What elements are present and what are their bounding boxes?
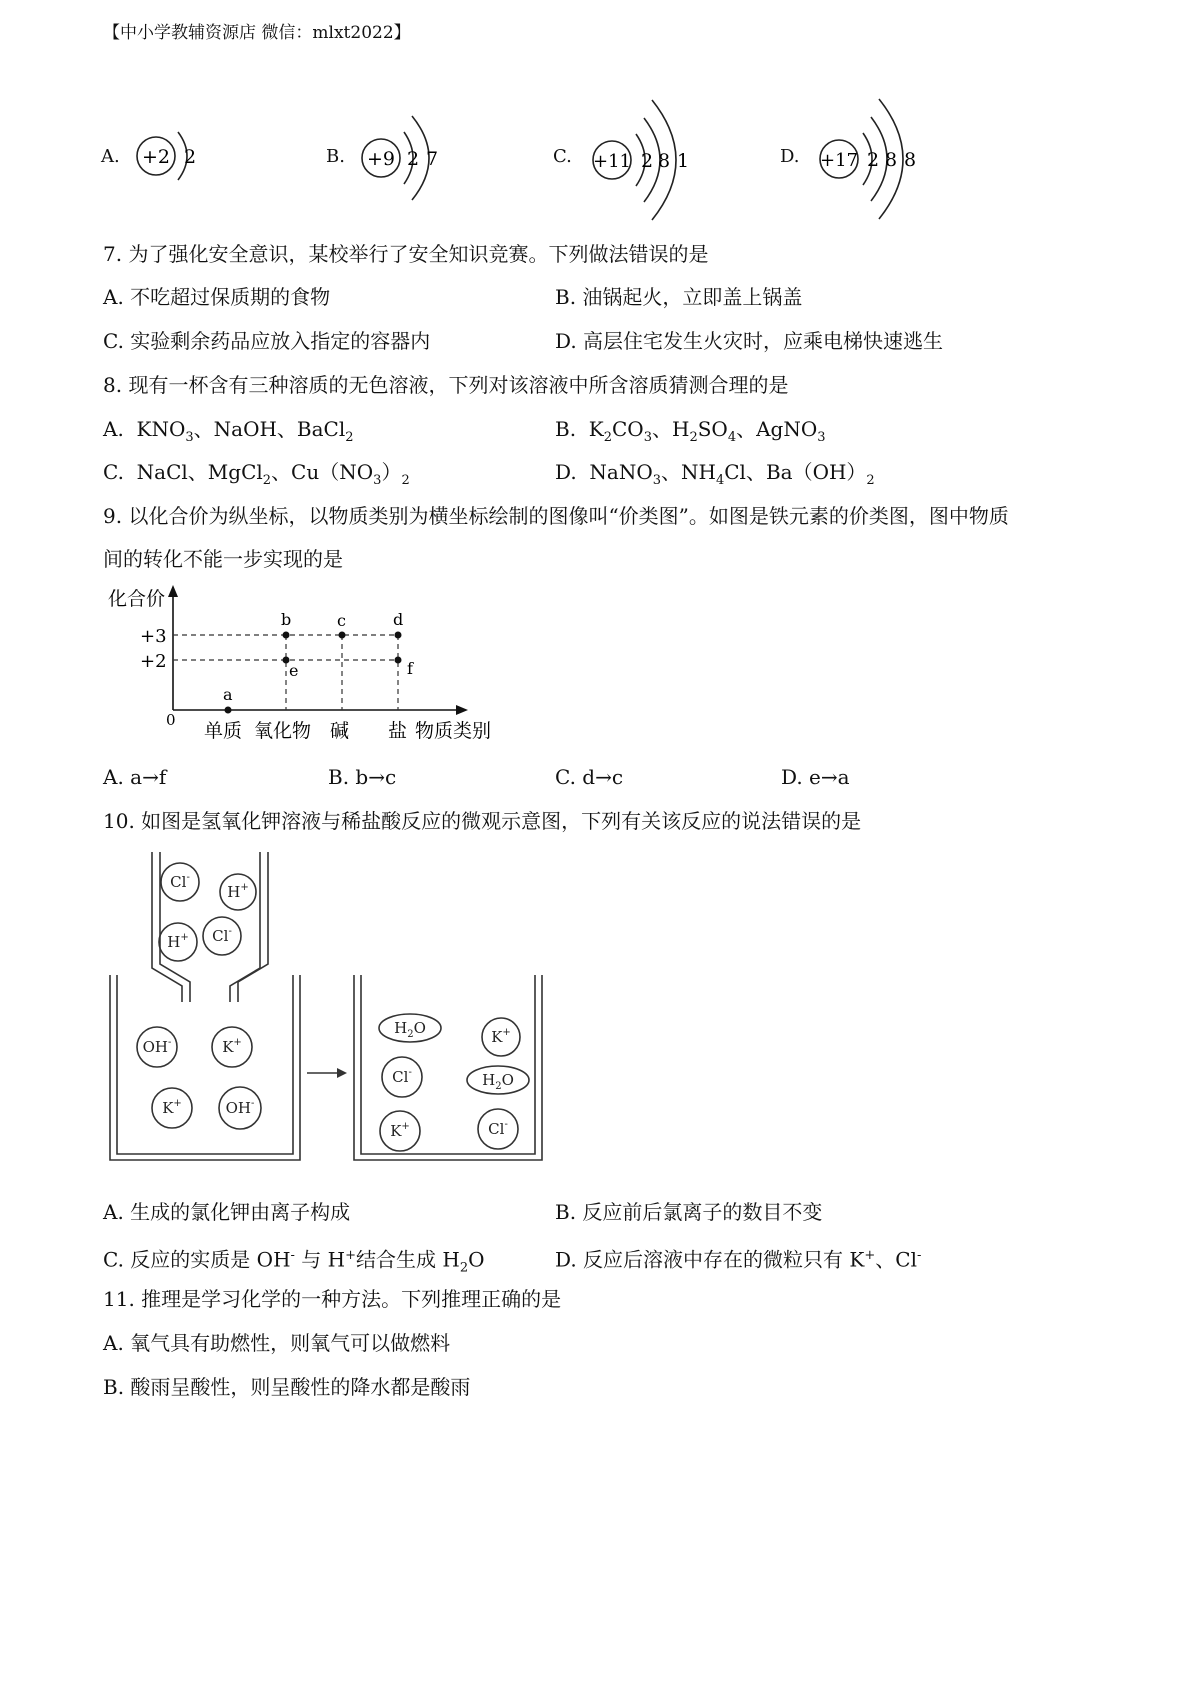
q10-option-d-prefix: D. 反应后溶液中存在的微粒只有 [555, 1247, 850, 1272]
label-k-4: K+ [390, 1121, 410, 1140]
q6-option-b-letter: B. [326, 146, 345, 167]
point-d [395, 632, 402, 639]
label-cl-4: Cl- [488, 1119, 508, 1138]
q8-option-b: B. $K_2CO_3$、$H_2SO_4$、AgNO$_3$ [555, 417, 826, 445]
point-b-label: b [281, 610, 292, 629]
label-k-1: K+ [222, 1037, 242, 1056]
atom-d-shell-2: 8 [884, 149, 898, 171]
left-beaker-outer [110, 975, 300, 1160]
point-a [225, 707, 232, 714]
point-c-label: c [337, 611, 346, 630]
point-f [395, 657, 402, 664]
q10-option-c-mid: 与 [294, 1247, 328, 1272]
y-axis-label: 化合价 [108, 588, 166, 610]
q10-option-b: B. 反应前后氯离子的数目不变 [555, 1200, 823, 1224]
point-b [283, 632, 290, 639]
valence-class-chart [100, 575, 520, 750]
atom-c-shell-2: 8 [657, 150, 671, 172]
label-h2o-2: $H_2O$ [482, 1071, 514, 1092]
q10-option-c-prefix: C. 反应的实质是 [103, 1247, 257, 1272]
label-cl-2: Cl- [212, 926, 232, 945]
origin-label: 0 [166, 711, 176, 729]
atom-c-shell-1: 2 [640, 150, 654, 172]
q9-stem-line2: 间的转化不能一步实现的是 [103, 547, 343, 571]
atom-a-shell-1: 2 [183, 146, 197, 168]
label-k-2: K+ [162, 1098, 182, 1117]
q10-option-a: A. 生成的氯化钾由离子构成 [103, 1200, 351, 1224]
q7-stem: 7. 为了强化安全意识，某校举行了安全知识竞赛。下列做法错误的是 [103, 242, 709, 266]
q8-option-b-letter: B. [555, 417, 577, 441]
y-tick-plus2: +2 [140, 651, 167, 672]
q10-option-d-sep: 、 [875, 1247, 896, 1272]
atom-b-shell-2: 7 [425, 148, 439, 170]
q10-option-d: D. 反应后溶液中存在的微粒只有 K+、Cl- [555, 1247, 922, 1272]
q8-option-a-letter: A. [103, 417, 124, 441]
q8-option-a: A. $KNO_3$、NaOH、BaCl$_2$ [103, 417, 354, 445]
q10-option-c: C. 反应的实质是 OH- 与 H+结合生成 $H_2O$ [103, 1247, 485, 1276]
atom-b-shell-1: 2 [406, 148, 420, 170]
x-axis-arrow [456, 705, 468, 715]
label-h-2: H+ [167, 932, 189, 951]
label-oh-2: OH- [225, 1098, 255, 1117]
label-cl-1: Cl- [170, 872, 190, 891]
atom-c-shell-3: 1 [676, 150, 690, 172]
point-d-label: d [393, 610, 404, 629]
x-category-3: 碱 [330, 720, 350, 742]
y-axis-arrow [168, 585, 178, 597]
q8-option-d: D. NaNO$_3$、$NH_4Cl$、$Ba(OH)_2$ [555, 460, 875, 488]
atom-a-nucleus: +2 [141, 146, 171, 168]
q9-option-c: C. d→c [555, 765, 624, 789]
q7-option-b: B. 油锅起火，立即盖上锅盖 [555, 285, 803, 309]
page-header: 【中小学教辅资源店 微信：mlxt2022】 [103, 23, 411, 43]
atom-b-nucleus: +9 [366, 148, 396, 170]
reaction-diagram [100, 850, 560, 1180]
dashed-guides [173, 635, 398, 710]
q6-option-a-letter: A. [101, 146, 120, 167]
point-c [339, 632, 346, 639]
q8-option-c: C. NaCl、MgCl$_2$、$Cu(NO_3)_2$ [103, 460, 410, 488]
q9-option-b: B. b→c [328, 765, 397, 789]
reaction-arrow-head [337, 1068, 347, 1078]
atom-diagrams [0, 80, 1200, 240]
q8-stem: 8. 现有一杯含有三种溶质的无色溶液，下列对该溶液中所含溶质猜测合理的是 [103, 373, 789, 397]
q8-option-d-letter: D. [555, 460, 577, 484]
q9-stem-line1: 9. 以化合价为纵坐标，以物质类别为横坐标绘制的图像叫“价类图”。如图是铁元素的价类图，图中物质 [103, 504, 1009, 528]
q7-option-c: C. 实验剩余药品应放入指定的容器内 [103, 329, 431, 353]
label-k-3: K+ [491, 1027, 511, 1046]
q11-option-a: A. 氧气具有助燃性，则氧气可以做燃料 [103, 1331, 451, 1355]
q11-stem: 11. 推理是学习化学的一种方法。下列推理正确的是 [103, 1287, 562, 1311]
label-oh-1: OH- [142, 1037, 172, 1056]
q7-option-d: D. 高层住宅发生火灾时，应乘电梯快速逃生 [555, 329, 944, 353]
atom-d-shell-1: 2 [866, 149, 880, 171]
x-category-4: 盐 [388, 720, 408, 742]
q11-option-b: B. 酸雨呈酸性，则呈酸性的降水都是酸雨 [103, 1375, 471, 1399]
point-e-label: e [289, 661, 299, 680]
q6-option-d-letter: D. [780, 146, 800, 167]
q10-option-c-suffix: 结合生成 [356, 1247, 443, 1272]
label-h-1: H+ [227, 882, 249, 901]
q8-option-c-letter: C. [103, 460, 124, 484]
left-beaker-inner [117, 975, 293, 1154]
atom-d-nucleus: +17 [820, 150, 858, 171]
y-tick-plus3: +3 [140, 626, 167, 647]
x-axis-label: 物质类别 [415, 720, 492, 742]
q7-option-a: A. 不吃超过保质期的食物 [103, 285, 331, 309]
q6-option-c-letter: C. [553, 146, 572, 167]
q10-stem: 10. 如图是氢氧化钾溶液与稀盐酸反应的微观示意图，下列有关该反应的说法错误的是 [103, 809, 862, 833]
label-cl-3: Cl- [392, 1067, 412, 1086]
atom-d-shell-3: 8 [903, 149, 917, 171]
point-f-label: f [407, 659, 413, 678]
x-category-2: 氧化物 [254, 720, 312, 742]
point-a-label: a [223, 685, 233, 704]
q9-option-a: A. a→f [103, 765, 167, 789]
q9-option-d: D. e→a [781, 765, 850, 789]
x-category-1: 单质 [204, 720, 243, 742]
atom-c-nucleus: +11 [593, 151, 631, 172]
label-h2o-1: $H_2O$ [394, 1019, 426, 1040]
